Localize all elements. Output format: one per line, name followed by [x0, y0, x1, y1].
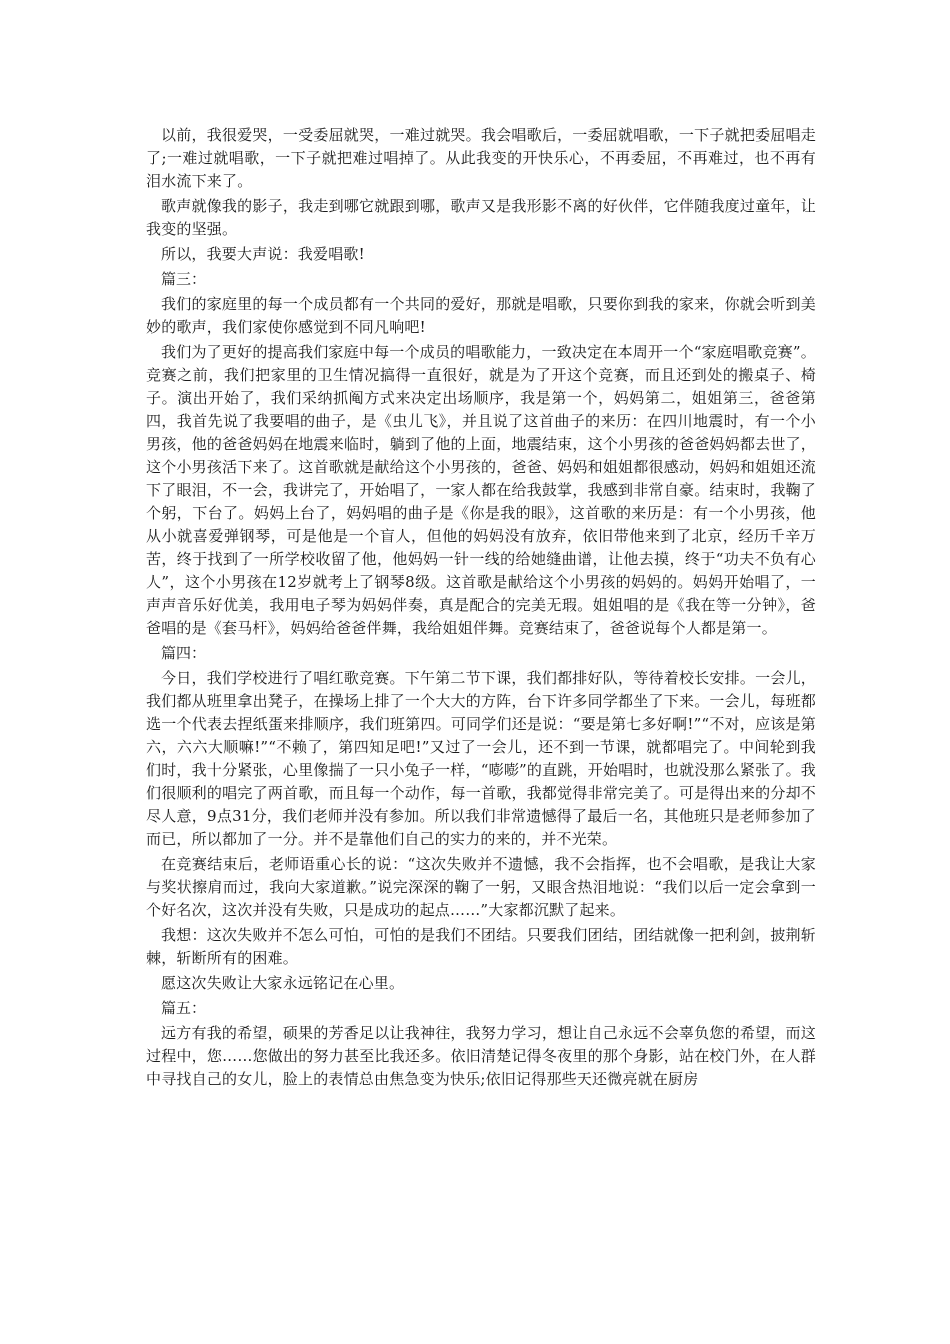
document-page	[146, 124, 816, 1093]
paragraph: 我想：这次失败并不怎么可怕，可怕的是我们不团结。只要我们团结，团结就像一把利剑，披荆斩棘，斩断所有的困难。	[146, 926, 816, 967]
section-heading: 篇四：	[161, 644, 207, 662]
paragraph: 所以，我要大声说：我爱唱歌!	[161, 245, 365, 263]
paragraph: 我们为了更好的提高我们家庭中每一个成员的唱歌能力，一致决定在本周开一个“家庭唱歌竞赛”。竞赛之前，我们把家里的卫生情况搞得一直很好，就是为了开这个竞赛，而且还到处的搬桌子、椅子。演出开始了，我们采纳抓阄方式来决定出场顺序，我是第一个，妈妈第二，姐姐第三，爸爸第四，我首先说了我要唱的曲子，是《虫儿飞》，并且说了这首曲子的来历：在四川地震时，有一个小男孩，他的爸爸妈妈在地震来临时，躺到了他的上面，地震结束，这个小男孩的爸爸妈妈都去世了，这个小男孩活下来了。这首歌就是献给这个小男孩的，爸爸、妈妈和姐姐都很感动，妈妈和姐姐还流下了眼泪，不一会，我讲完了，开始唱了，一家人都在给我鼓掌，我感到非常自豪。结束时，我鞠了个躬，下台了。妈妈上台了，妈妈唱的曲子是《你是我的眼》，这首歌的来历是：有一个小男孩，他从小就喜爱弹钢琴，可是他是一个盲人，但他的妈妈没有放弃，依旧带他来到了北京，经历千辛万苦，终于找到了一所学校收留了他，他妈妈一针一线的给她缝曲谱，让他去摸，终于“功夫不负有心人”，这个小男孩在12岁就考上了钢琴8级。这首歌是献给这个小男孩的妈妈的。妈妈开始唱了，一声声音乐好优美，我用电子琴为妈妈伴奏，真是配合的完美无瑕。姐姐唱的是《我在等一分钟》，爸爸唱的是《套马杆》，妈妈给爸爸伴舞，我给姐姐伴舞。竞赛结束了，爸爸说每个人都是第一。	[146, 343, 816, 637]
paragraph: 歌声就像我的影子，我走到哪它就跟到哪，歌声又是我形影不离的好伙伴，它伴随我度过童年，让我变的坚强。	[146, 197, 816, 238]
paragraph: 愿这次失败让大家永远铭记在心里。	[161, 974, 405, 992]
paragraph: 以前，我很爱哭，一受委屈就哭，一难过就哭。我会唱歌后，一委屈就唱歌，一下子就把委屈唱走了;一难过就唱歌，一下子就把难过唱掉了。从此我变的开快乐心，不再委屈，不再难过，也不再有泪水流下来了。	[146, 126, 816, 190]
paragraph: 远方有我的希望，硕果的芳香足以让我神往，我努力学习，想让自己永远不会辜负您的希望，而这过程中，您……您做出的努力甚至比我还多。依旧清楚记得冬夜里的那个身影，站在校门外，在人群中寻找自己的女儿，脸上的表情总由焦急变为快乐;依旧记得那些天还微亮就在厨房	[146, 1024, 816, 1088]
paragraph: 我们的家庭里的每一个成员都有一个共同的爱好，那就是唱歌，只要你到我的家来，你就会听到美妙的歌声，我们家使你感觉到不同凡响吧!	[146, 295, 816, 336]
section-heading: 篇五：	[161, 999, 207, 1017]
section-heading: 篇三：	[161, 270, 207, 288]
paragraph: 在竞赛结束后，老师语重心长的说：“这次失败并不遗憾，我不会指挥，也不会唱歌，是我让大家与奖状擦肩而过，我向大家道歉。”说完深深的鞠了一躬，又眼含热泪地说：“我们以后一定会拿到一个好名次，这次并没有失败，只是成功的起点……”大家都沉默了起来。	[146, 855, 816, 919]
paragraph: 今日，我们学校进行了唱红歌竞赛。下午第二节下课，我们都排好队，等待着校长安排。一会儿，我们都从班里拿出凳子，在操场上排了一个大大的方阵，台下许多同学都坐了下来。一会儿，每班都选一个代表去捏纸蛋来排顺序，我们班第四。可同学们还是说：“要是第七多好啊!”“不对，应该是第六，六六大顺嘛!”“不赖了，第四知足吧!”又过了一会儿，还不到一节课，就都唱完了。中间轮到我们时，我十分紧张，心里像揣了一只小兔子一样，“嘭嘭”的直跳，开始唱时，也就没那么紧张了。我们很顺利的唱完了两首歌，而且每一个动作，每一首歌，我都觉得非常完美了。可是得出来的分却不尽人意，9点31分，我们老师并没有参加。所以我们非常遗憾得了最后一名，其他班只是老师参加了而已，所以都加了一分。并不是靠他们自己的实力的来的，并不光荣。	[146, 669, 816, 848]
